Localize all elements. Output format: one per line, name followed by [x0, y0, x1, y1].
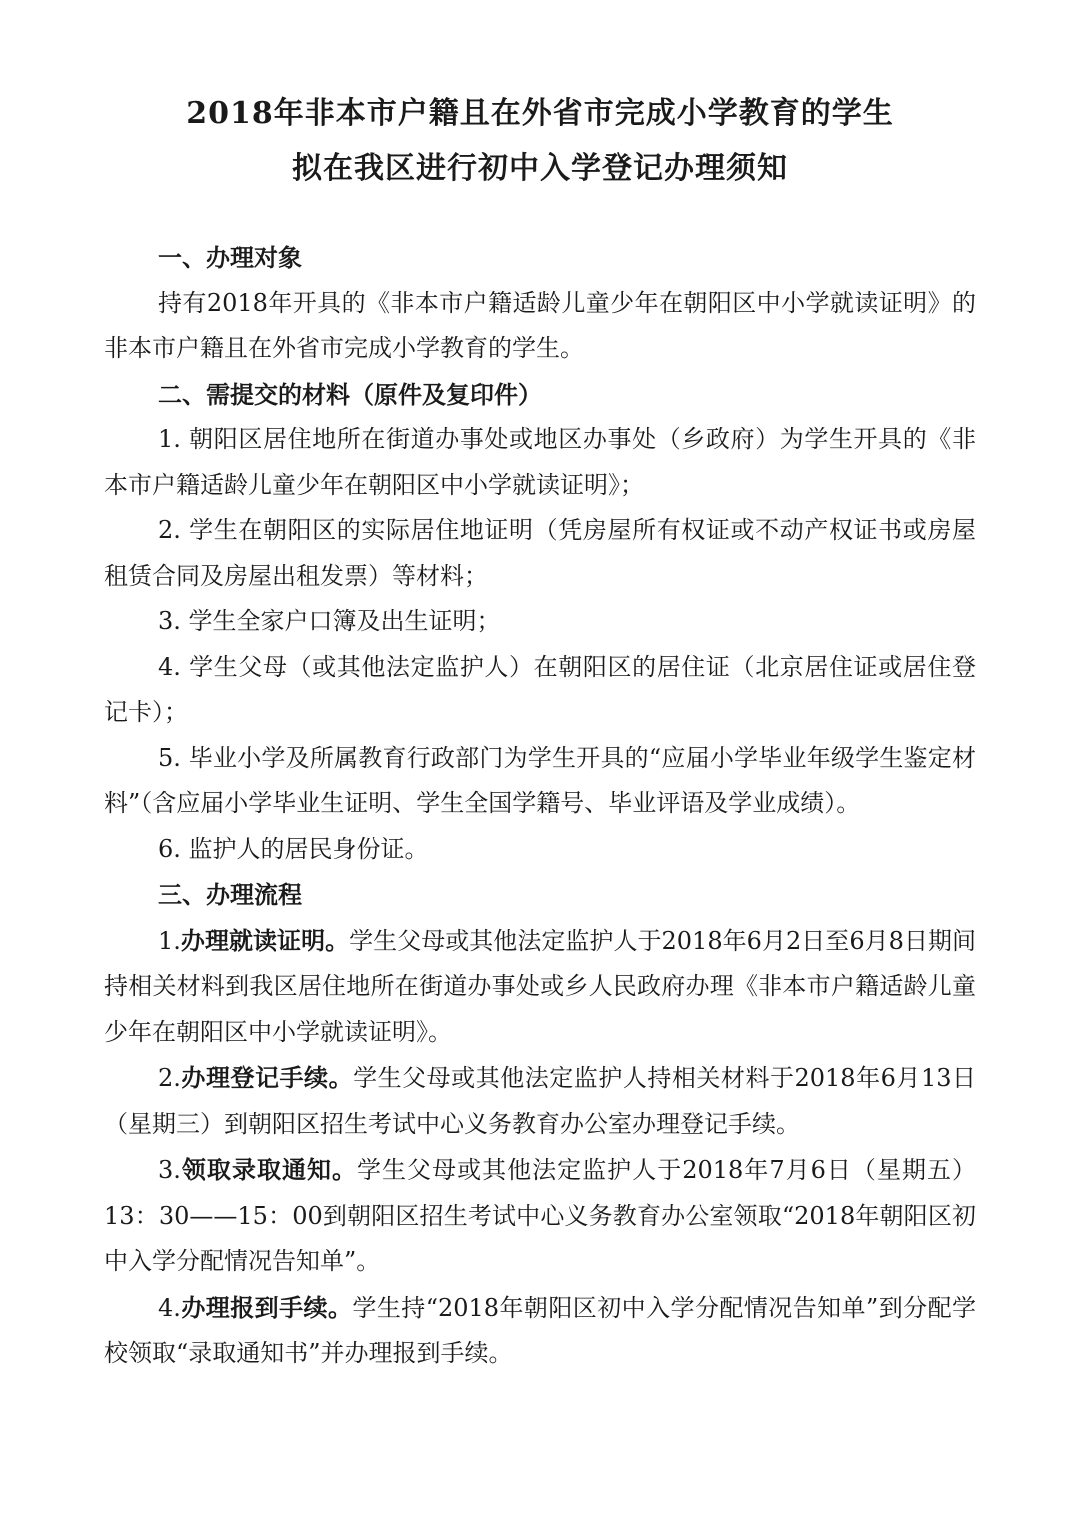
procedure-step-1 [104, 918, 976, 1056]
section-1-heading: 一、办理对象 [158, 243, 302, 272]
section-1-text: 持有2018年开具的《非本市户籍适龄儿童少年在朝阳区中小学就读证明》的非本市户籍且在外省市完成小学教育的学生。 [104, 288, 976, 362]
procedure-step-3 [104, 1147, 976, 1285]
procedure-step-3-number: 3. [158, 1156, 181, 1184]
procedure-step-2 [104, 1055, 976, 1147]
material-item-3: 3. 学生全家户口簿及出生证明； [158, 607, 501, 635]
section-3-heading: 三、办理流程 [158, 880, 302, 909]
procedure-step-1-text: 学生父母或其他法定监护人于2018年6月2日至6月8日期间持相关材料到我区居住地所在街道办事处或乡人民政府办理《非本市户籍适龄儿童少年在朝阳区中小学就读证明》。 [104, 926, 977, 1046]
procedure-step-2-title: 办理登记手续。 [180, 1063, 354, 1092]
material-item-5: 5. 毕业小学及所属教育行政部门为学生开具的“应届小学毕业年级学生鉴定材料”（含应届小学毕业生证明、学生全国学籍号、毕业评语及学业成绩）。 [104, 743, 976, 817]
procedure-step-4-text: 学生持“2018年朝阳区初中入学分配情况告知单”到分配学校领取“录取通知书”并办理报到手续。 [104, 1293, 976, 1367]
procedure-step-2-number: 2. [158, 1064, 181, 1092]
procedure-step-2-text: 学生父母或其他法定监护人持相关材料于2018年6月13日（星期三）到朝阳区招生考试中心义务教育办公室办理登记手续。 [104, 1064, 977, 1138]
material-item-6: 6. 监护人的居民身份证。 [158, 834, 429, 863]
material-item-1: 1. 朝阳区居住地所在街道办事处或地区办事处（乡政府）为学生开具的《非本市户籍适龄儿童少年在朝阳区中小学就读证明》； [104, 425, 976, 499]
procedure-step-4-number: 4. [158, 1293, 181, 1322]
procedure-step-3-text: 学生父母或其他法定监护人于2018年7月6日（星期五）13：30——15：00到朝阳区招生考试中心义务教育办公室领取“2018年朝阳区初中入学分配情况告知单”。 [104, 1156, 976, 1275]
section-2-heading: 二、需提交的材料（原件及复印件） [158, 379, 542, 409]
document-title-line-2: 拟在我区进行初中入学登记办理须知 [292, 151, 788, 186]
procedure-step-4-title: 办理报到手续。 [180, 1292, 353, 1322]
procedure-step-4 [104, 1285, 976, 1377]
material-item-4: 4. 学生父母（或其他法定监护人）在朝阳区的居住证（北京居住证或居住登记卡）； [104, 652, 976, 726]
procedure-step-1-title: 办理就读证明。 [180, 925, 350, 955]
procedure-step-1-number: 1. [158, 926, 181, 955]
procedure-step-3-title: 领取录取通知。 [180, 1155, 358, 1184]
document-body [104, 235, 976, 1377]
document-title-line-1: 2018年非本市户籍且在外省市完成小学教育的学生 [186, 96, 894, 131]
material-item-2: 2. 学生在朝阳区的实际居住地证明（凭房屋所有权证或不动产权证书或房屋租赁合同及房屋出租发票）等材料； [104, 516, 976, 590]
